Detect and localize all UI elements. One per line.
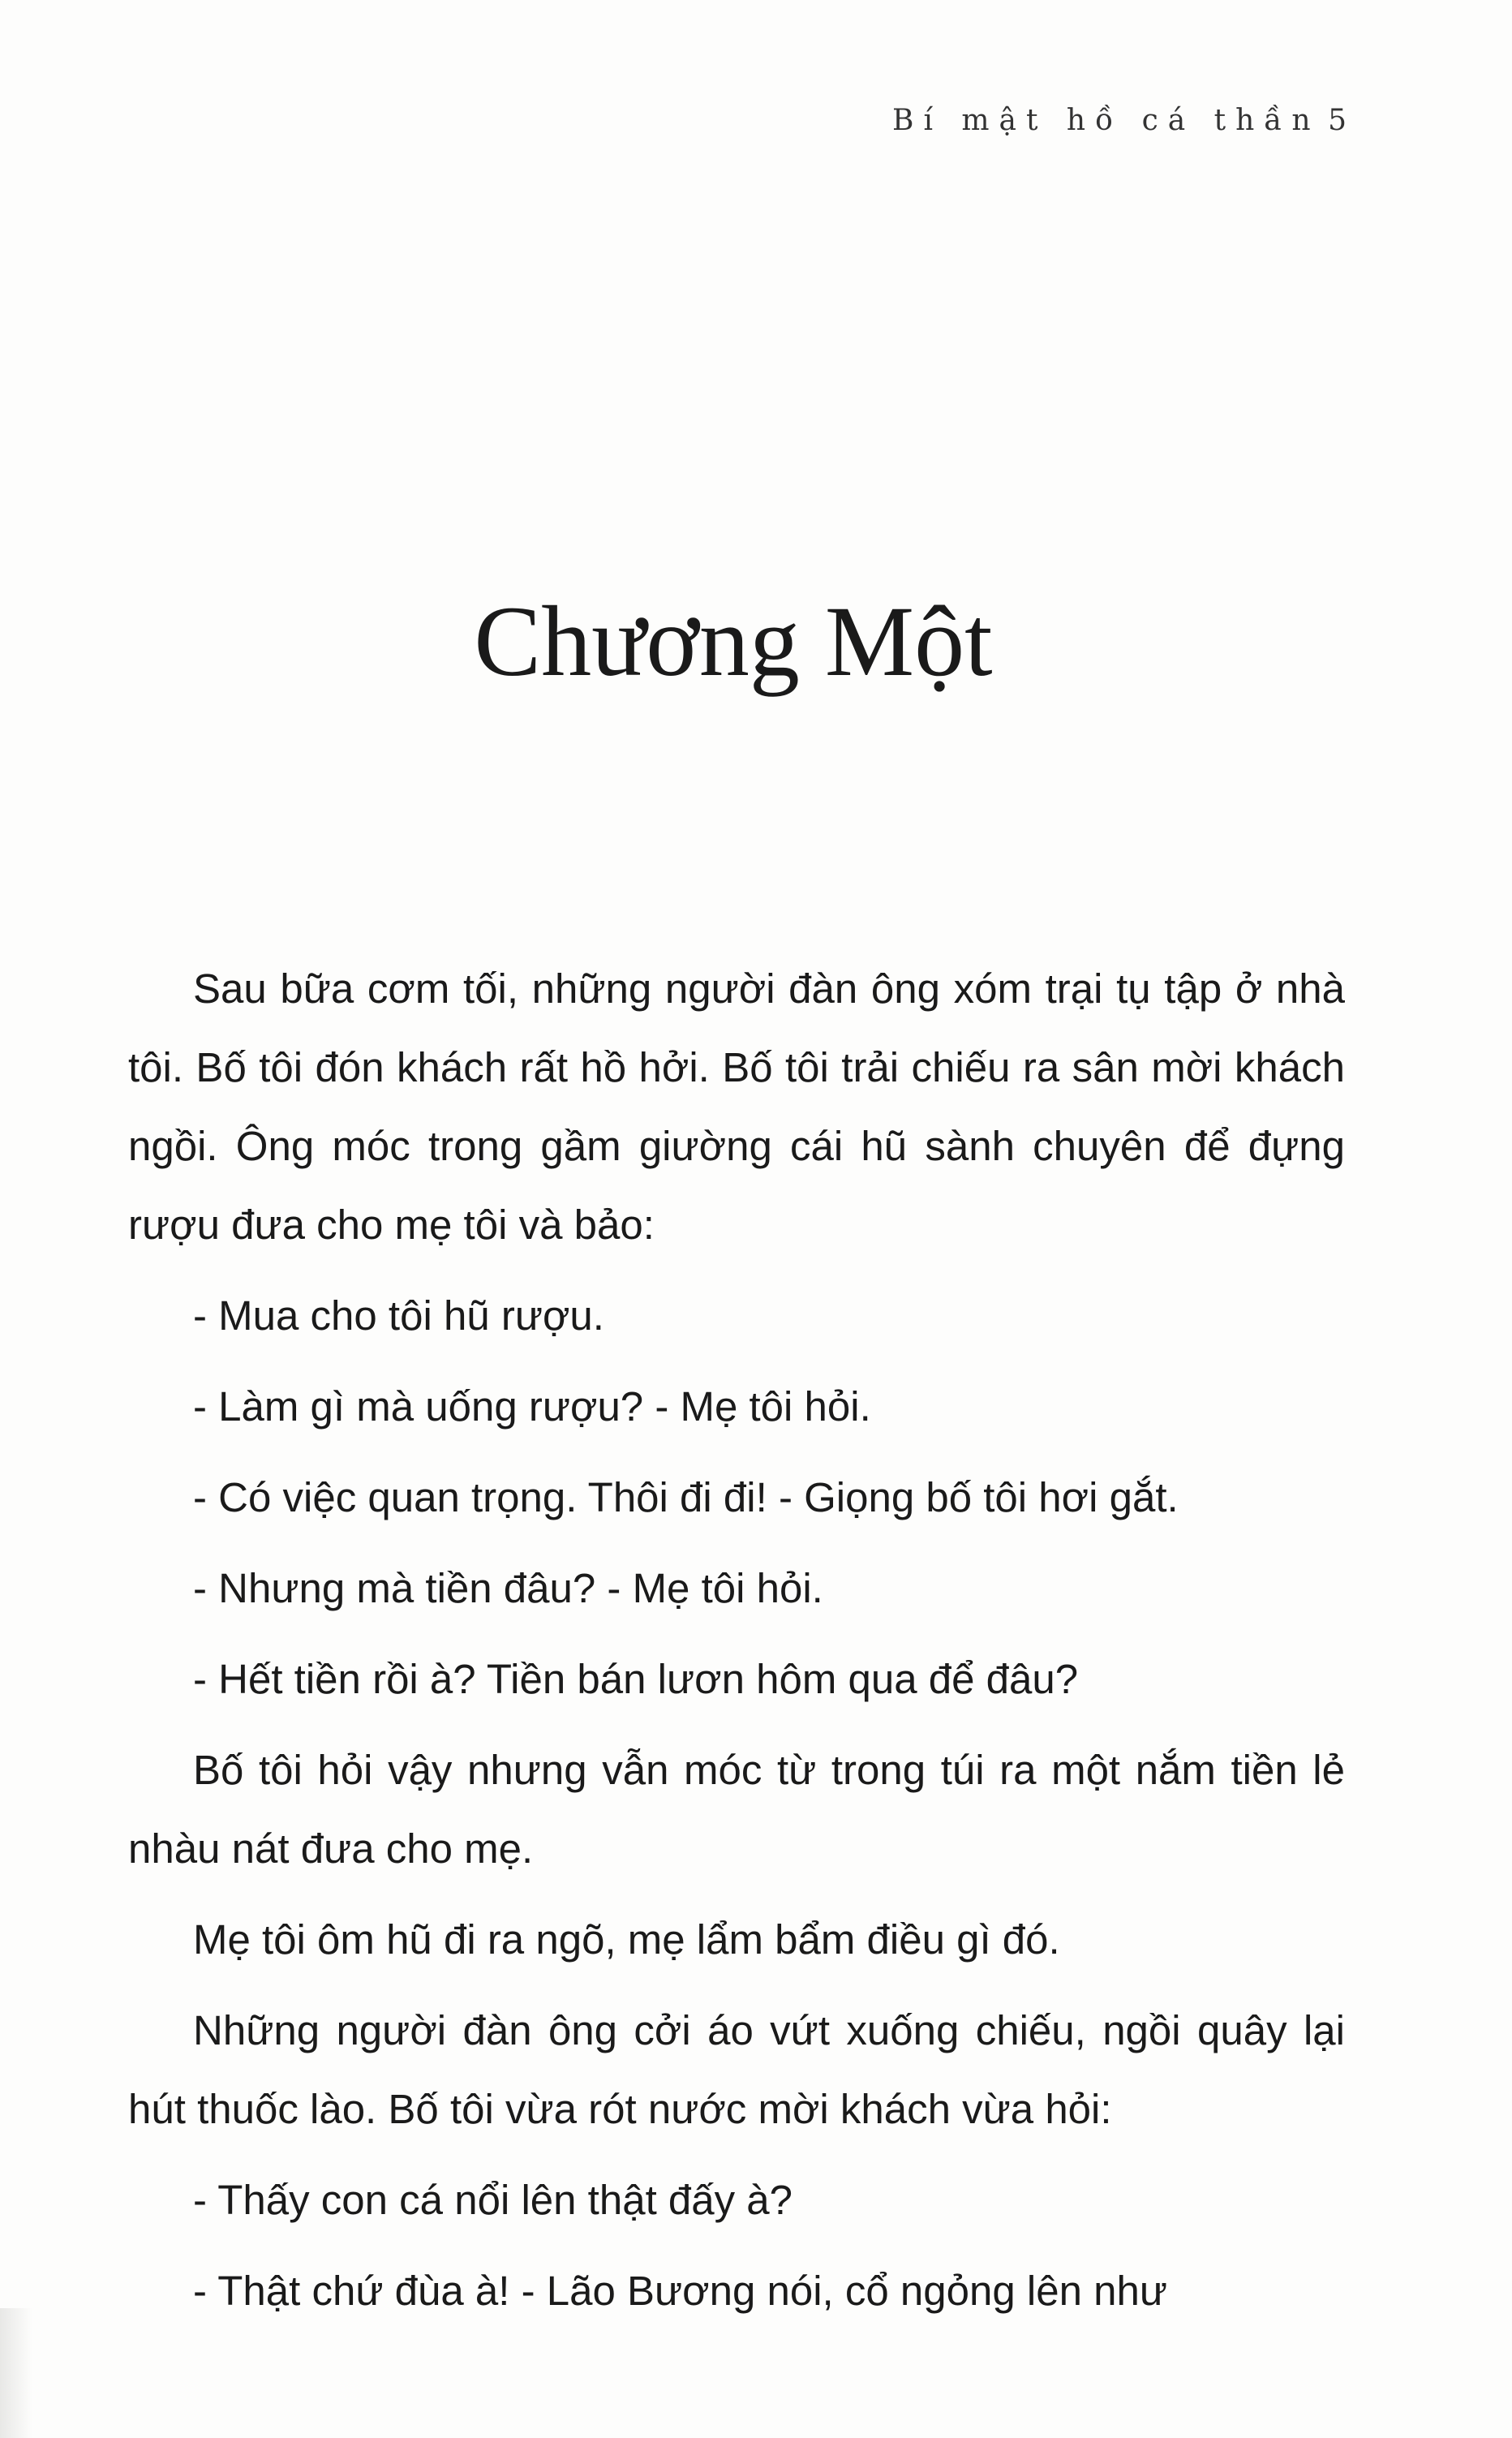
dialogue-line: - Thật chứ đùa à! - Lão Bương nói, cổ ngỏng lên như: [193, 2268, 1168, 2314]
chapter-body: [128, 949, 1345, 2342]
paragraph: Mẹ tôi ôm hũ đi ra ngõ, mẹ lẩm bẩm điều gì đó.: [193, 1916, 1060, 1963]
chapter-title: Chương Một: [474, 586, 993, 697]
paragraph: Những người đàn ông cởi áo vứt xuống chiếu, ngồi quây lại hút thuốc lào. Bố tôi vừa rót nước mời khách vừa hỏi:: [128, 2007, 1345, 2132]
page-number: 5: [1328, 104, 1347, 137]
dialogue-line: - Mua cho tôi hũ rượu.: [193, 1292, 604, 1339]
paragraph: Bố tôi hỏi vậy nhưng vẫn móc từ trong túi ra một nắm tiền lẻ nhàu nát đưa cho mẹ.: [128, 1747, 1345, 1872]
scan-edge-shadow: [0, 2308, 32, 2438]
dialogue-line: - Nhưng mà tiền đâu? - Mẹ tôi hỏi.: [193, 1565, 823, 1611]
dialogue-line: - Có việc quan trọng. Thôi đi đi! - Giọng bố tôi hơi gắt.: [193, 1474, 1179, 1520]
running-head-title: Bí mật hồ cá thần: [892, 104, 1321, 137]
dialogue-line: - Thấy con cá nổi lên thật đấy à?: [193, 2177, 793, 2223]
paragraph: Sau bữa cơm tối, những người đàn ông xóm trại tụ tập ở nhà tôi. Bố tôi đón khách rất hồ hởi. Bố tôi trải chiếu ra sân mời khách ngồi. Ông móc trong gầm giường cái hũ sành chuyên để đựng rượu đưa cho mẹ tôi và bảo:: [128, 965, 1345, 1248]
running-head: [892, 104, 1347, 153]
dialogue-line: - Hết tiền rồi à? Tiền bán lươn hôm qua để đâu?: [193, 1656, 1079, 1702]
dialogue-line: - Làm gì mà uống rượu? - Mẹ tôi hỏi.: [193, 1383, 871, 1430]
